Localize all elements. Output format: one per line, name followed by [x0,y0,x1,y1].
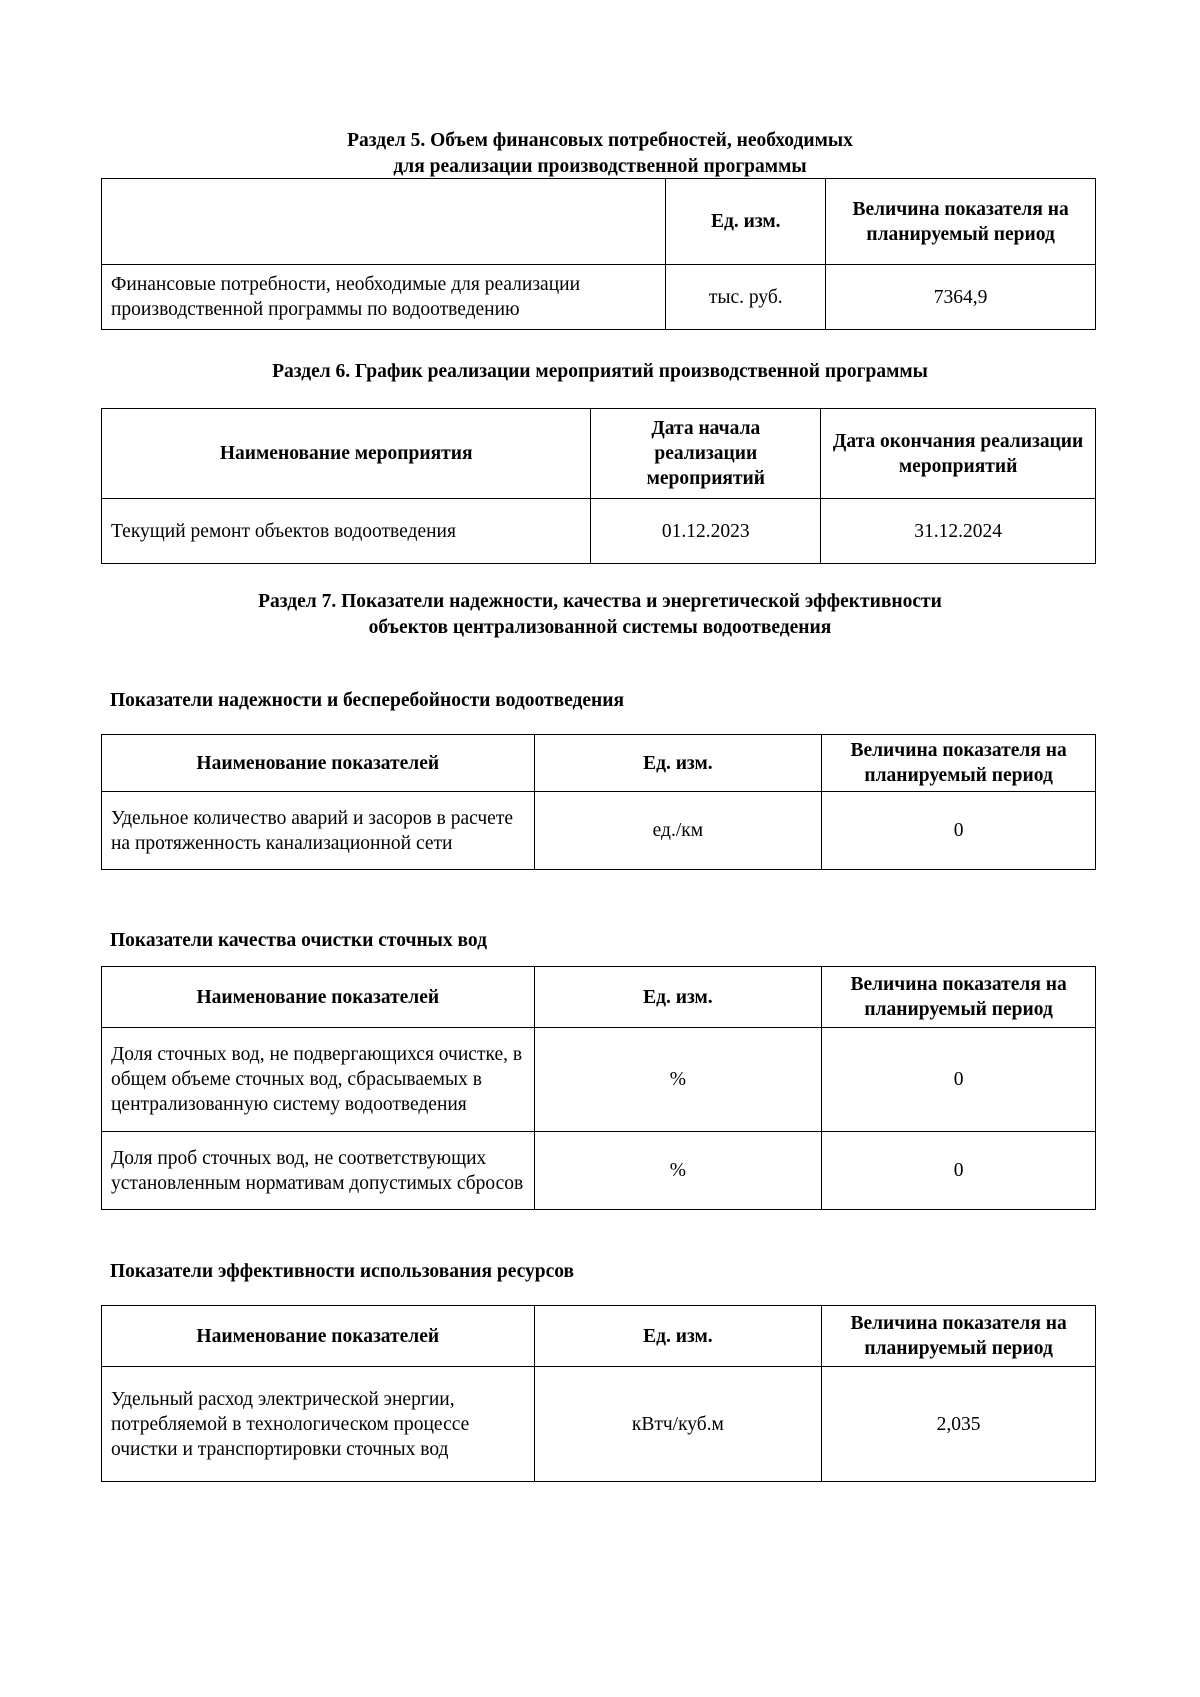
unit-cell: % [534,1028,822,1132]
table-row [102,499,1096,564]
table-header-row [102,1306,1096,1367]
indicator-name: Удельное количество аварий и засоров в расчете на протяженность канализационной сети [102,792,535,870]
table-header-cell: Дата начала реализации мероприятий [591,409,821,499]
table-header-row [102,179,1096,265]
table-header-cell: Величина показателя на планируемый период [822,967,1096,1028]
section7-title-line2: объектов централизованной системы водоотведения [368,617,832,638]
table-header-row [102,967,1096,1028]
section5-title [0,128,1200,180]
table-header-cell: Ед. изм. [534,735,822,792]
section5-title-line2: для реализации производственной программы [393,156,807,177]
table-row [102,1367,1096,1482]
table-header-cell: Дата окончания реализации мероприятий [821,409,1096,499]
value-cell: 7364,9 [826,265,1096,330]
quality-title: Показатели качества очистки сточных вод [110,930,487,951]
table-header-cell: Величина показателя на планируемый период [826,179,1096,265]
unit-cell: кВтч/куб.м [534,1367,822,1482]
table-row [102,1132,1096,1210]
table-header-cell: Ед. изм. [534,1306,822,1367]
end-date: 31.12.2024 [821,499,1096,564]
value-cell: 0 [822,792,1096,870]
unit-cell: % [534,1132,822,1210]
section6-table [101,408,1096,564]
indicator-name: Доля сточных вод, не подвергающихся очистке, в общем объеме сточных вод, сбрасываемых в централизованную систему водоотведения [102,1028,535,1132]
unit-cell: тыс. руб. [666,265,826,330]
efficiency-table [101,1305,1096,1482]
table-header-cell [102,179,666,265]
quality-table [101,966,1096,1210]
section5-table [101,178,1096,330]
reliability-title: Показатели надежности и бесперебойности водоотведения [110,690,625,711]
value-cell: 0 [822,1132,1096,1210]
section7-title [0,589,1200,641]
start-date: 01.12.2023 [591,499,821,564]
table-header-cell: Величина показателя на планируемый период [822,735,1096,792]
table-header-cell: Наименование показателей [102,1306,535,1367]
table-header-cell: Ед. изм. [666,179,826,265]
table-header-cell: Ед. изм. [534,967,822,1028]
value-cell: 0 [822,1028,1096,1132]
event-name: Текущий ремонт объектов водоотведения [102,499,591,564]
table-header-cell: Наименование мероприятия [102,409,591,499]
table-header-cell: Наименование показателей [102,735,535,792]
indicator-name: Удельный расход электрической энергии, потребляемой в технологическом процессе очистки и транспортировки сточных вод [102,1367,535,1482]
indicator-name: Доля проб сточных вод, не соответствующих установленным нормативам допустимых сбросов [102,1132,535,1210]
table-row [102,265,1096,330]
table-row [102,1028,1096,1132]
table-header-cell: Наименование показателей [102,967,535,1028]
section6-title: Раздел 6. График реализации мероприятий производственной программы [272,361,928,382]
section7-title-line1: Раздел 7. Показатели надежности, качества и энергетической эффективности [258,591,942,612]
section5-title-line1: Раздел 5. Объем финансовых потребностей, необходимых [347,130,853,151]
unit-cell: ед./км [534,792,822,870]
table-header-row [102,409,1096,499]
table-row [102,792,1096,870]
reliability-table [101,734,1096,870]
value-cell: 2,035 [822,1367,1096,1482]
efficiency-title: Показатели эффективности использования ресурсов [110,1261,575,1282]
indicator-name: Финансовые потребности, необходимые для реализации производственной программы по водоотведению [102,265,666,330]
table-header-row [102,735,1096,792]
table-header-cell: Величина показателя на планируемый период [822,1306,1096,1367]
